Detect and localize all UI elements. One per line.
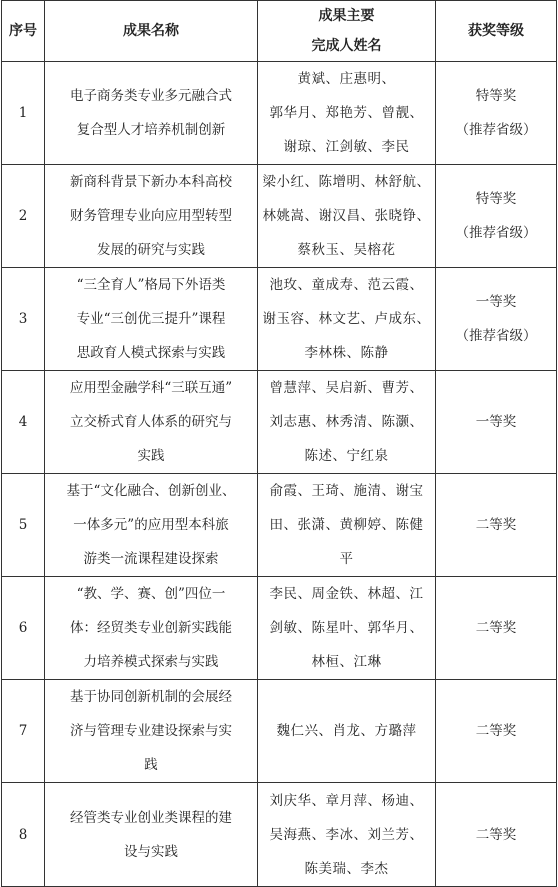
people-cell-line: 田、张潇、黄柳婷、陈健 (269, 517, 424, 533)
award-cell-line: 特等奖 (475, 191, 517, 207)
seq-cell: 5 (2, 474, 45, 577)
award-cell (436, 680, 557, 783)
people-cell (258, 680, 436, 783)
seq-cell: 3 (2, 268, 45, 371)
title-cell-line: 设与实践 (124, 843, 178, 860)
people-cell-line: 谢琼、江剑敏、李民 (283, 139, 410, 155)
title-cell-line: 财务管理专业向应用型转型 (70, 208, 232, 224)
people-cell (258, 474, 436, 577)
title-cell-line: 践 (144, 757, 158, 773)
table-row (2, 165, 557, 268)
award-cell-line: 二等奖 (475, 517, 517, 533)
title-cell-line: 一体多元”的应用型本科旅 (73, 517, 229, 533)
people-cell (258, 577, 436, 680)
award-cell (436, 165, 557, 268)
title-cell-line: 力培养模式探索与实践 (83, 654, 219, 670)
table-row (2, 268, 557, 371)
people-cell-line: 郭华月、郑艳芳、曾靓、 (269, 105, 424, 121)
award-cell-line: （推荐省级） (455, 328, 537, 344)
award-cell-line: 特等奖 (475, 88, 517, 104)
title-cell-line: “三全育人”格局下外语类 (76, 277, 226, 293)
title-cell-line: 应用型金融学科“三联互通” (69, 380, 233, 396)
title-cell-line: 发展的研究与实践 (97, 242, 205, 258)
table-row (2, 474, 557, 577)
seq-cell: 4 (2, 371, 45, 474)
people-cell-line: 刘庆华、章月萍、杨迪、 (269, 792, 424, 809)
award-cell-line: 一等奖 (475, 414, 517, 430)
people-cell-line: 黄斌、庄惠明、 (297, 71, 396, 87)
award-cell (436, 62, 557, 165)
header-seq: 序号 (2, 1, 45, 62)
people-cell (258, 783, 436, 887)
title-cell (45, 371, 258, 474)
table-row (2, 577, 557, 680)
people-cell-line: 陈美瑞、李杰 (304, 860, 389, 877)
title-cell-line: 实践 (137, 448, 165, 464)
award-cell (436, 371, 557, 474)
people-cell-line: 梁小红、陈增明、林舒航、 (262, 174, 431, 190)
header-award: 获奖等级 (436, 1, 557, 62)
title-cell-line: 新商科背景下新办本科高校 (70, 174, 232, 190)
table-row (2, 783, 557, 887)
people-cell-line: 吴海燕、李冰、刘兰芳、 (269, 826, 424, 843)
people-cell (258, 62, 436, 165)
award-cell-line: 二等奖 (475, 723, 517, 739)
header-title: 成果名称 (45, 1, 258, 62)
table-row (2, 62, 557, 165)
people-cell-line: 蔡秋玉、吴榕花 (297, 242, 396, 258)
people-cell-line: 池玫、童成寿、范云霞、 (269, 277, 424, 293)
award-cell (436, 577, 557, 680)
people-cell-line: 林姚嵩、谢汉昌、张晓铮、 (262, 208, 431, 224)
people-cell-line: 曾慧萍、吴启新、曹芳、 (269, 380, 424, 396)
people-cell-line: 李林株、陈静 (304, 345, 389, 361)
title-cell-line: 专业“三创优三提升”课程 (76, 311, 226, 327)
people-cell-line: 魏仁兴、肖龙、方璐萍 (276, 723, 417, 739)
seq-cell: 6 (2, 577, 45, 680)
award-cell-line: 二等奖 (475, 826, 517, 843)
people-cell-line: 剑敏、陈星叶、郭华月、 (269, 620, 424, 636)
header-people-line2: 完成人姓名 (311, 38, 382, 54)
title-cell (45, 268, 258, 371)
award-cell-line: （推荐省级） (455, 122, 537, 138)
title-cell-line: 体：经贸类专业创新实践能 (70, 620, 232, 636)
seq-cell: 2 (2, 165, 45, 268)
award-cell (436, 474, 557, 577)
seq-cell: 7 (2, 680, 45, 783)
header-people (258, 1, 436, 62)
people-cell (258, 165, 436, 268)
title-cell (45, 680, 258, 783)
people-cell-line: 林桓、江琳 (311, 654, 382, 670)
title-cell (45, 165, 258, 268)
seq-cell: 8 (2, 783, 45, 887)
title-cell-line: 复合型人才培养机制创新 (76, 122, 226, 138)
people-cell-line: 平 (339, 551, 354, 567)
title-cell-line: 基于“文化融合、创新创业、 (66, 483, 236, 499)
title-cell-line: 电子商务类专业多元融合式 (70, 88, 232, 104)
title-cell-line: 思政育人模式探索与实践 (76, 345, 226, 361)
people-cell-line: 陈述、宁红泉 (304, 448, 389, 464)
table-row (2, 371, 557, 474)
title-cell (45, 62, 258, 165)
award-cell-line: 二等奖 (475, 620, 517, 636)
seq-cell: 1 (2, 62, 45, 165)
people-cell-line: 李民、周金铁、林超、江 (269, 586, 424, 602)
award-cell (436, 268, 557, 371)
title-cell (45, 577, 258, 680)
title-cell-line: 游类一流课程建设探索 (83, 551, 219, 567)
title-cell (45, 474, 258, 577)
people-cell (258, 268, 436, 371)
award-cell (436, 783, 557, 887)
table-row (2, 680, 557, 783)
title-cell-line: 立交桥式育人体系的研究与 (70, 414, 232, 430)
people-cell-line: 刘志惠、林秀清、陈灏、 (269, 414, 424, 430)
people-cell-line: 俞霞、王琦、施清、谢宝 (269, 483, 424, 499)
award-cell-line: 一等奖 (475, 294, 517, 310)
title-cell (45, 783, 258, 887)
header-people-line1: 成果主要 (318, 8, 375, 24)
people-cell-line: 谢玉容、林文艺、卢成东、 (262, 311, 431, 327)
people-cell (258, 371, 436, 474)
title-cell-line: “教、学、赛、创”四位一 (76, 586, 226, 602)
award-cell-line: （推荐省级） (455, 225, 537, 241)
title-cell-line: 经管类专业创业类课程的建 (70, 809, 232, 826)
title-cell-line: 基于协同创新机制的会展经 (70, 689, 232, 705)
title-cell-line: 济与管理专业建设探索与实 (70, 723, 232, 739)
header-row (2, 1, 557, 62)
awards-table (1, 0, 557, 887)
